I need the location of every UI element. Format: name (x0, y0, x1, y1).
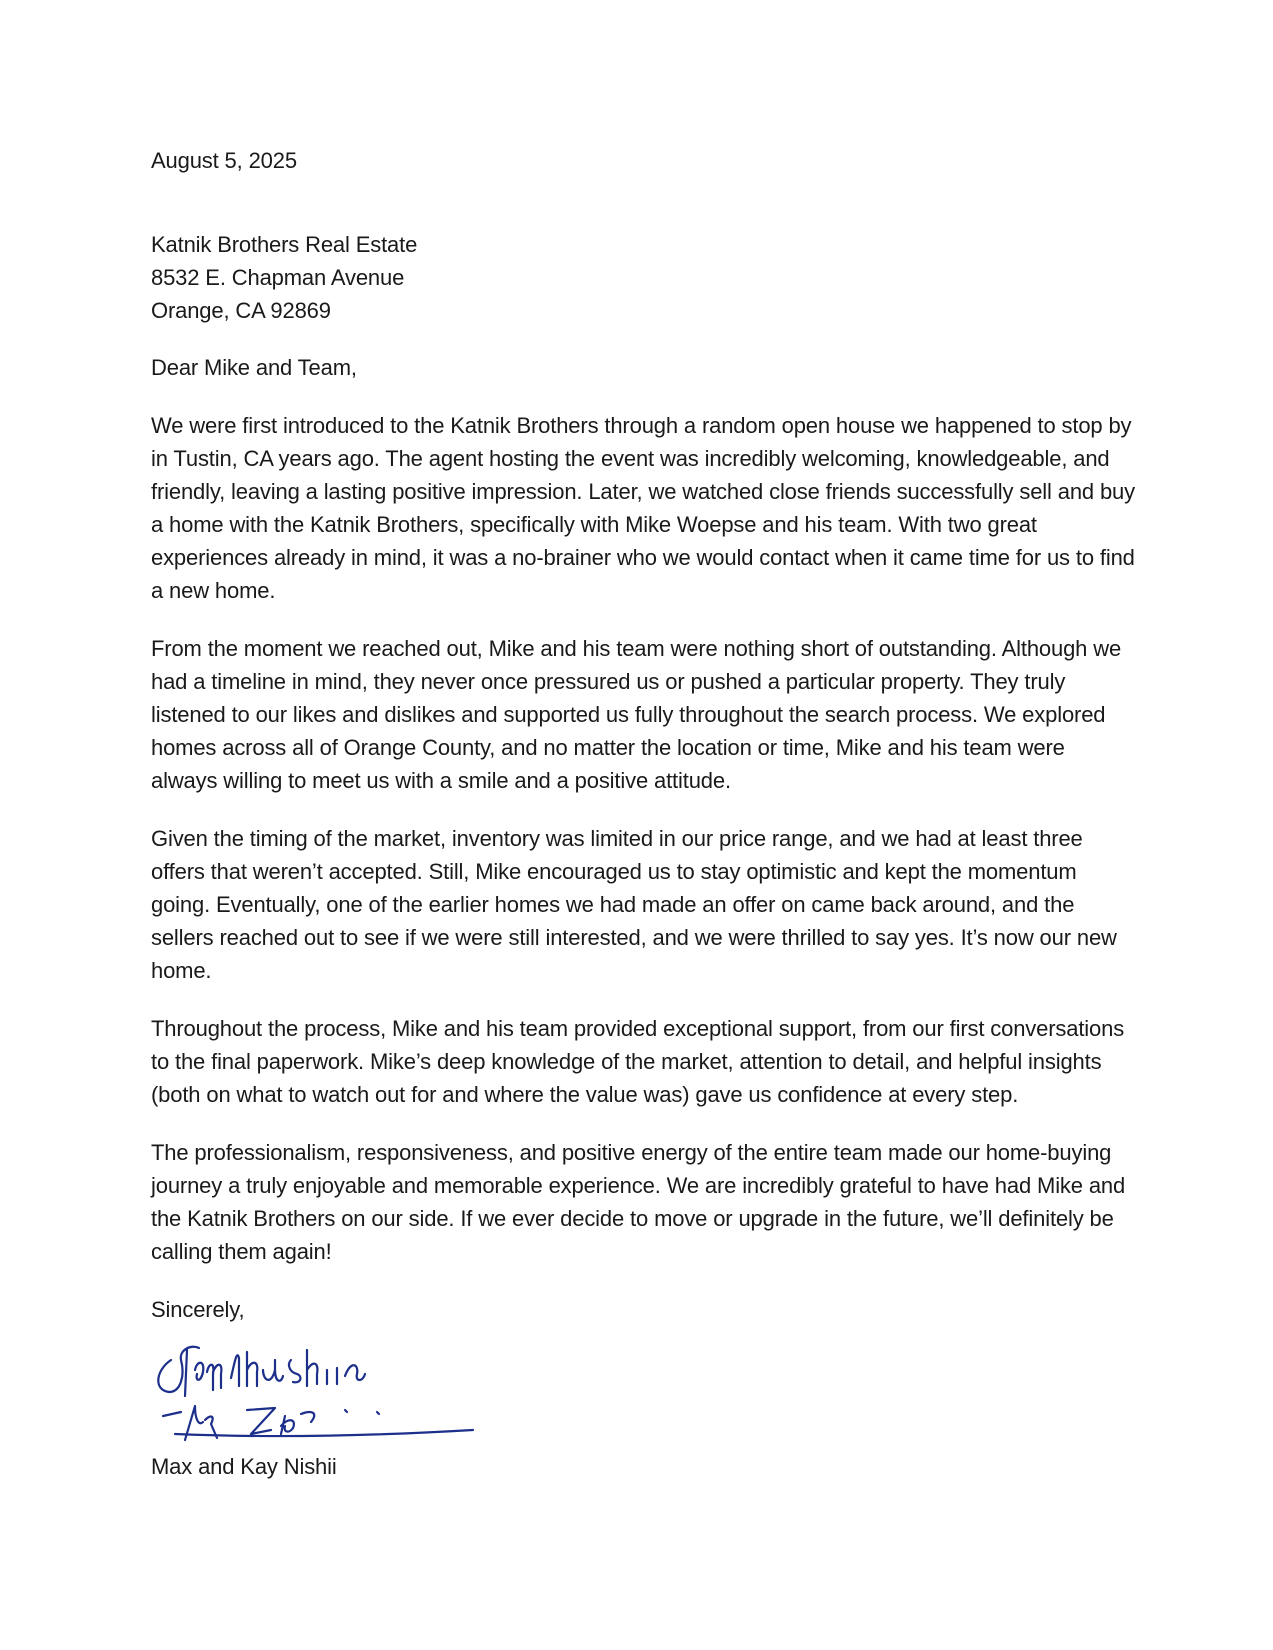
handwritten-signature (151, 1330, 491, 1450)
paragraph-3: Given the timing of the market, inventory was limited in our price range, and we had at least three offers that weren’t accepted. Still, Mike encouraged us to stay optimistic and kept the momentum going. Eventually, one of the earlier homes we had made an offer on came back around, and the sellers reached out to see if we were still interested, and we were thrilled to say yes. It’s now our new home. (151, 826, 1117, 983)
recipient-city-state-zip: Orange, CA 92869 (151, 298, 331, 323)
recipient-street: 8532 E. Chapman Avenue (151, 265, 405, 290)
recipient-address (151, 228, 1136, 327)
salutation: Dear Mike and Team, (151, 355, 357, 380)
paragraph-2: From the moment we reached out, Mike and his team were nothing short of outstanding. Although we had a timeline in mind, they never once pressured us or pushed a particular property. They truly listened to our likes and dislikes and supported us fully throughout the search process. We explored homes across all of Orange County, and no matter the location or time, Mike and his team were always willing to meet us with a smile and a positive attitude. (151, 636, 1122, 793)
recipient-name: Katnik Brothers Real Estate (151, 232, 418, 257)
closing: Sincerely, (151, 1297, 245, 1322)
letter-body (151, 144, 1136, 1483)
signature-strokes (158, 1347, 473, 1440)
paragraph-5: The professionalism, responsiveness, and positive energy of the entire team made our home-buying journey a truly enjoyable and memorable experience. We are incredibly grateful to have had Mike and the Katnik Brothers on our side. If we ever decide to move or upgrade in the future, we’ll definitely be calling them again! (151, 1140, 1126, 1264)
paragraph-1: We were first introduced to the Katnik Brothers through a random open house we happened to stop by in Tustin, CA years ago. The agent hosting the event was incredibly welcoming, knowledgeable, and friendly, leaving a lasting positive impression. Later, we watched close friends successfully sell and buy a home with the Katnik Brothers, specifically with Mike Woepse and his team. With two great experiences already in mind, it was a no-brainer who we would contact when it came time for us to find a new home. (151, 413, 1135, 603)
signers-name: Max and Kay Nishii (151, 1454, 337, 1479)
paragraph-4: Throughout the process, Mike and his team provided exceptional support, from our first conversations to the final paperwork. Mike’s deep knowledge of the market, attention to detail, and helpful insights (both on what to watch out for and where the value was) gave us confidence at every step. (151, 1016, 1125, 1107)
letter-date: August 5, 2025 (151, 148, 297, 173)
